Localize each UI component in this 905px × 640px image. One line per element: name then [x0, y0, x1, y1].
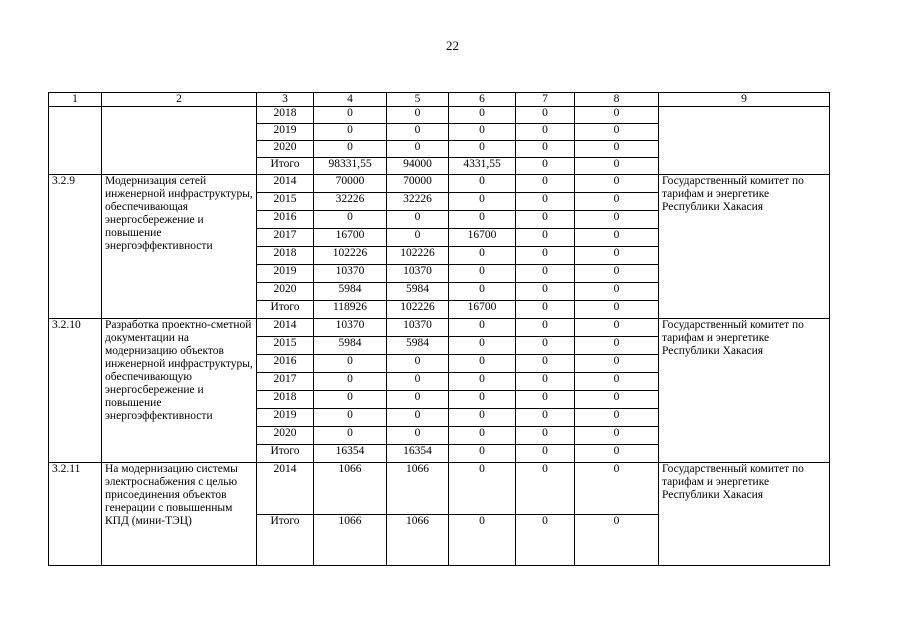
item-title: [102, 107, 257, 175]
amount-cell: 0: [314, 355, 387, 373]
amount-cell: 0: [449, 409, 516, 427]
amount-cell: 102226: [387, 301, 449, 319]
amount-cell: 0: [516, 124, 575, 141]
amount-cell: 0: [449, 337, 516, 355]
amount-cell: 0: [516, 409, 575, 427]
amount-cell: 0: [516, 515, 575, 566]
amount-cell: 0: [449, 124, 516, 141]
amount-cell: 0: [516, 247, 575, 265]
column-header: 9: [659, 93, 830, 107]
amount-cell: 0: [575, 409, 659, 427]
year-cell: 2018: [257, 391, 314, 409]
amount-cell: 0: [575, 445, 659, 463]
amount-cell: 16354: [314, 445, 387, 463]
amount-cell: 94000: [387, 158, 449, 175]
year-cell: Итого: [257, 301, 314, 319]
amount-cell: 0: [516, 373, 575, 391]
amount-cell: 0: [449, 247, 516, 265]
year-cell: 2019: [257, 124, 314, 141]
amount-cell: 0: [387, 391, 449, 409]
amount-cell: 0: [449, 373, 516, 391]
amount-cell: 32226: [314, 193, 387, 211]
amount-cell: 1066: [387, 515, 449, 566]
amount-cell: 16700: [449, 229, 516, 247]
executor-cell: [659, 107, 830, 175]
amount-cell: 0: [575, 211, 659, 229]
amount-cell: 102226: [314, 247, 387, 265]
column-header: 2: [102, 93, 257, 107]
amount-cell: 16354: [387, 445, 449, 463]
column-header: 8: [575, 93, 659, 107]
amount-cell: 0: [516, 355, 575, 373]
item-code: 3.2.9: [49, 175, 102, 319]
amount-cell: 0: [449, 211, 516, 229]
year-cell: 2014: [257, 319, 314, 337]
executor-cell: Государственный комитет по тарифам и энергетике Республики Хакасия: [659, 463, 830, 566]
item-title: На модернизацию системы электроснабжения с целью присоединения объектов генерации с повышенным КПД (мини-ТЭЦ): [102, 463, 257, 566]
amount-cell: 0: [449, 107, 516, 124]
amount-cell: 5984: [314, 283, 387, 301]
amount-cell: 0: [516, 463, 575, 515]
amount-cell: 1066: [387, 463, 449, 515]
amount-cell: 0: [449, 427, 516, 445]
year-cell: 2017: [257, 373, 314, 391]
amount-cell: 0: [449, 265, 516, 283]
amount-cell: 16700: [314, 229, 387, 247]
amount-cell: 0: [387, 124, 449, 141]
column-header: 6: [449, 93, 516, 107]
amount-cell: 0: [575, 515, 659, 566]
table-row: [49, 319, 830, 337]
amount-cell: 0: [449, 193, 516, 211]
amount-cell: 0: [516, 445, 575, 463]
amount-cell: 0: [516, 229, 575, 247]
amount-cell: 70000: [314, 175, 387, 193]
year-cell: 2016: [257, 355, 314, 373]
year-cell: 2019: [257, 265, 314, 283]
item-code: [49, 107, 102, 175]
amount-cell: 0: [314, 409, 387, 427]
column-header: 4: [314, 93, 387, 107]
amount-cell: 0: [449, 463, 516, 515]
executor-cell: Государственный комитет по тарифам и энергетике Республики Хакасия: [659, 319, 830, 463]
amount-cell: 4331,55: [449, 158, 516, 175]
page-number: 22: [446, 38, 459, 53]
year-cell: 2014: [257, 463, 314, 515]
column-header: 7: [516, 93, 575, 107]
column-header: 1: [49, 93, 102, 107]
amount-cell: 0: [314, 124, 387, 141]
item-code: 3.2.10: [49, 319, 102, 463]
amount-cell: 0: [575, 301, 659, 319]
item-code: 3.2.11: [49, 463, 102, 566]
column-header: 5: [387, 93, 449, 107]
amount-cell: 0: [575, 373, 659, 391]
amount-cell: 0: [516, 337, 575, 355]
amount-cell: 0: [575, 463, 659, 515]
amount-cell: 0: [449, 355, 516, 373]
amount-cell: 0: [449, 283, 516, 301]
year-cell: 2020: [257, 427, 314, 445]
amount-cell: 0: [314, 211, 387, 229]
amount-cell: 32226: [387, 193, 449, 211]
table-row: [49, 463, 830, 515]
amount-cell: 5984: [387, 337, 449, 355]
amount-cell: 0: [516, 265, 575, 283]
amount-cell: 0: [387, 107, 449, 124]
year-cell: 2015: [257, 337, 314, 355]
amount-cell: 0: [575, 319, 659, 337]
amount-cell: 0: [387, 355, 449, 373]
amount-cell: 0: [449, 319, 516, 337]
amount-cell: 10370: [314, 319, 387, 337]
amount-cell: 0: [449, 445, 516, 463]
amount-cell: 0: [516, 319, 575, 337]
year-cell: 2014: [257, 175, 314, 193]
item-title: Разработка проектно-сметной документации на модернизацию объектов инженерной инфраструктуры, обеспечивающую энергосбережение и повышение энергоэффективности: [102, 319, 257, 463]
amount-cell: 0: [314, 391, 387, 409]
amount-cell: 102226: [387, 247, 449, 265]
amount-cell: 0: [575, 427, 659, 445]
amount-cell: 1066: [314, 515, 387, 566]
year-cell: 2020: [257, 283, 314, 301]
amount-cell: 0: [575, 247, 659, 265]
amount-cell: 0: [516, 391, 575, 409]
amount-cell: 0: [516, 141, 575, 158]
year-cell: 2015: [257, 193, 314, 211]
amount-cell: 0: [575, 124, 659, 141]
amount-cell: 0: [387, 427, 449, 445]
amount-cell: 10370: [387, 319, 449, 337]
amount-cell: 0: [387, 409, 449, 427]
table-row: [49, 107, 830, 124]
amount-cell: 0: [387, 211, 449, 229]
amount-cell: 0: [516, 427, 575, 445]
amount-cell: 0: [575, 265, 659, 283]
amount-cell: 0: [314, 141, 387, 158]
amount-cell: 0: [516, 301, 575, 319]
header-row: [49, 93, 830, 107]
amount-cell: 0: [575, 175, 659, 193]
amount-cell: 0: [449, 141, 516, 158]
amount-cell: 0: [575, 283, 659, 301]
amount-cell: 5984: [314, 337, 387, 355]
amount-cell: 5984: [387, 283, 449, 301]
amount-cell: 0: [449, 391, 516, 409]
amount-cell: 98331,55: [314, 158, 387, 175]
amount-cell: 0: [449, 515, 516, 566]
amount-cell: 0: [516, 175, 575, 193]
amount-cell: 0: [575, 337, 659, 355]
amount-cell: 0: [314, 373, 387, 391]
amount-cell: 0: [575, 391, 659, 409]
year-cell: 2019: [257, 409, 314, 427]
amount-cell: 0: [449, 175, 516, 193]
amount-cell: 0: [575, 107, 659, 124]
item-title: Модернизация сетей инженерной инфраструктуры, обеспечивающая энергосбережение и повышение энергоэффективности: [102, 175, 257, 319]
amount-cell: 0: [314, 427, 387, 445]
year-cell: 2018: [257, 107, 314, 124]
amount-cell: 0: [516, 193, 575, 211]
year-cell: 2017: [257, 229, 314, 247]
amount-cell: 1066: [314, 463, 387, 515]
year-cell: Итого: [257, 158, 314, 175]
amount-cell: 10370: [387, 265, 449, 283]
amount-cell: 70000: [387, 175, 449, 193]
amount-cell: 118926: [314, 301, 387, 319]
executor-cell: Государственный комитет по тарифам и энергетике Республики Хакасия: [659, 175, 830, 319]
amount-cell: 0: [575, 193, 659, 211]
amount-cell: 0: [575, 229, 659, 247]
year-cell: 2020: [257, 141, 314, 158]
amount-cell: 0: [575, 141, 659, 158]
year-cell: Итого: [257, 515, 314, 566]
amount-cell: 0: [387, 141, 449, 158]
column-header: 3: [257, 93, 314, 107]
amount-cell: 0: [387, 229, 449, 247]
year-cell: 2016: [257, 211, 314, 229]
amount-cell: 0: [516, 158, 575, 175]
amount-cell: 10370: [314, 265, 387, 283]
amount-cell: 0: [314, 107, 387, 124]
program-table: [48, 92, 830, 566]
table-row: [49, 175, 830, 193]
amount-cell: 16700: [449, 301, 516, 319]
amount-cell: 0: [516, 283, 575, 301]
amount-cell: 0: [387, 373, 449, 391]
year-cell: 2018: [257, 247, 314, 265]
amount-cell: 0: [575, 355, 659, 373]
amount-cell: 0: [516, 107, 575, 124]
year-cell: Итого: [257, 445, 314, 463]
amount-cell: 0: [516, 211, 575, 229]
amount-cell: 0: [575, 158, 659, 175]
